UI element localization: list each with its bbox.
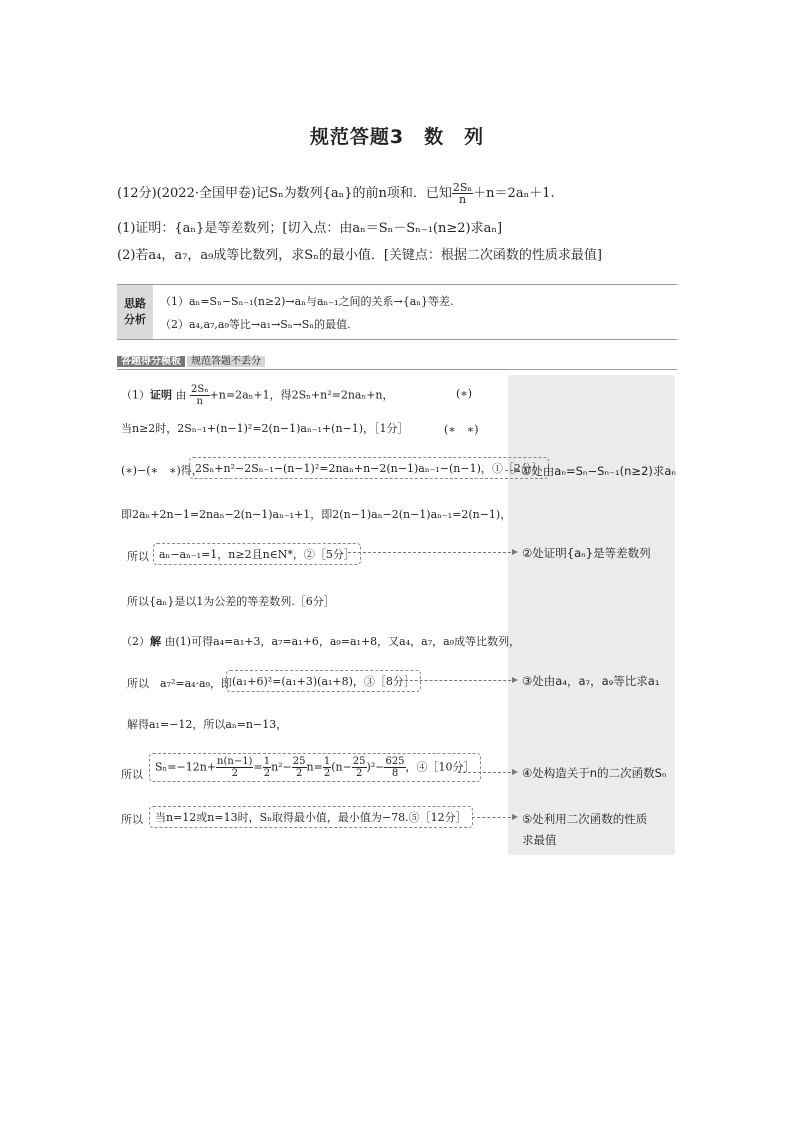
sn-expr-c: n²− (271, 760, 292, 774)
sn-expr-b: = (253, 760, 263, 774)
sn-frac-3-num: 25 (292, 756, 306, 767)
sn-frac-4 (323, 756, 331, 779)
arrow-1 (505, 470, 518, 471)
line1-numerator: 2Sₙ (191, 384, 209, 395)
solution-line-1 (121, 384, 394, 407)
condition-denominator: n (458, 193, 467, 206)
solution-line-2: 当n≥2时，2Sₙ₋₁+(n−1)²=2(n−1)aₙ₋₁+(n−1)，［1分］ (121, 422, 409, 435)
note-2: ②处证明{aₙ}是等差数列 (522, 546, 651, 560)
template-tag-dark: 答题得分模板 (117, 356, 185, 367)
sn-frac-2-den: 2 (263, 768, 271, 779)
sn-frac-5-den: 2 (355, 768, 363, 779)
equation-mark-1: (∗) (456, 387, 473, 400)
note-4: ④处构造关于n的二次函数Sₙ (522, 766, 667, 780)
sn-frac-1-num: n(n−1) (217, 756, 253, 767)
problem-part-2: (2)若a₄，a₇，a₉成等比数列，求Sₙ的最小值．[关键点：根据二次函数的性质求最值] (117, 248, 602, 263)
key-step-box-5: 当n=12或n=13时，Sₙ取得最小值，最小值为−78.⑤［12分］ (149, 806, 473, 828)
solution-line-9: 解得a₁=−12，所以aₙ=n−13， (127, 718, 288, 731)
key-step-box-2: aₙ−aₙ₋₁=1，n≥2且n∈N*，②［5分］ (153, 543, 361, 565)
sn-frac-4-num: 1 (323, 756, 331, 767)
arrow-4 (458, 772, 516, 773)
line1-text-b: +n=2aₙ+1，得2Sₙ+n²=2naₙ+n， (209, 388, 394, 402)
template-rule (117, 369, 677, 370)
solution-line-3-prefix: (∗)−(∗ ∗)得， (121, 464, 203, 477)
key-step-box-1: 2Sₙ+n²−2Sₙ₋₁−(n−1)²=2naₙ+n−2(n−1)aₙ₋₁−(n−1)，①［2分］ (189, 457, 549, 479)
notes-panel (508, 375, 675, 855)
problem-intro-text: (12分)(2022·全国甲卷)记Sₙ为数列{aₙ}的前n项和．已知 (117, 186, 452, 201)
analysis-label-line-2: 分析 (124, 313, 146, 326)
part1-number: （1） (121, 388, 150, 402)
note-1: ①处由aₙ=Sₙ−Sₙ₋₁(n≥2)求aₙ (521, 464, 676, 478)
sn-frac-4-den: 2 (323, 768, 331, 779)
page-title: 规范答题3 数 列 (309, 126, 485, 148)
line1-fraction (190, 384, 210, 407)
arrow-5 (472, 817, 516, 818)
sn-frac-5 (352, 756, 367, 779)
problem-part-1: (1)证明：{aₙ}是等差数列；[切入点：由aₙ＝Sₙ－Sₙ₋₁(n≥2)求aₙ] (117, 221, 503, 236)
sn-expr-e: (n− (331, 760, 352, 774)
analysis-line-1: （1）aₙ=Sₙ−Sₙ₋₁(n≥2)→aₙ与aₙ₋₁之间的关系→{aₙ}等差. (160, 295, 454, 308)
solution-line-10-prefix: 所以 (121, 768, 143, 781)
solution-line-6: 所以{aₙ}是以1为公差的等差数列.［6分］ (127, 595, 335, 608)
sn-expr-d: n= (306, 760, 323, 774)
note-5-line-2: 求最值 (522, 833, 557, 847)
solution-line-8-prefix: 所以 a₇²=a₄·a₉，即 (127, 677, 233, 690)
condition-fraction (452, 182, 473, 205)
note-5-line-1: ⑤处利用二次函数的性质 (522, 812, 648, 826)
sn-frac-3-den: 2 (295, 768, 303, 779)
sn-frac-6 (384, 756, 405, 779)
sn-expr-g: )²− (366, 760, 385, 774)
template-tag-light: 规范答题不丢分 (187, 356, 265, 367)
line7-text: 由(1)可得a₄=a₁+3，a₇=a₁+6，a₉=a₁+8，又a₄，a₇，a₉成等比数列， (164, 635, 521, 648)
sn-expr-h: ，④［10分］ (405, 760, 475, 774)
solution-line-7 (121, 633, 520, 649)
key-step-box-4 (149, 753, 481, 782)
sn-frac-1-den: 2 (231, 768, 238, 779)
solution-line-11-prefix: 所以 (121, 813, 143, 826)
note-3: ③处由a₄，a₇，a₉等比求a₁ (522, 674, 660, 688)
line1-text-a: 由 (175, 388, 187, 402)
solution-line-4: 即2aₙ+2n−1=2naₙ−2(n−1)aₙ₋₁+1，即2(n−1)aₙ−2(n−1)aₙ₋₁=2(n−1)， (121, 508, 512, 521)
analysis-box (117, 284, 677, 340)
condition-numerator: 2Sₙ (452, 181, 473, 194)
sn-frac-2-num: 1 (263, 756, 271, 767)
sn-frac-3 (292, 756, 307, 779)
key-step-box-3: (a₁+6)²=(a₁+3)(a₁+8)，③［8分］ (226, 670, 421, 692)
analysis-line-2: （2）a₄,a₇,a₉等比→a₁→Sₙ→Sₙ的最值. (160, 318, 351, 331)
part2-number: （2） (121, 635, 150, 648)
analysis-label (117, 285, 153, 339)
sn-frac-6-den: 8 (391, 768, 399, 779)
problem-intro (117, 182, 555, 205)
arrow-3 (400, 680, 516, 681)
sn-expr-a: Sₙ=−12n+ (155, 760, 217, 774)
sn-frac-2 (263, 756, 271, 779)
equation-mark-2: (∗ ∗) (444, 423, 479, 436)
part1-keyword: 证明 (150, 388, 172, 402)
template-tag (117, 354, 265, 369)
part2-keyword: 解 (150, 635, 161, 648)
arrow-2 (348, 552, 516, 553)
line1-denominator: n (196, 396, 203, 407)
sn-frac-6-num: 625 (385, 756, 405, 767)
solution-line-5-prefix: 所以 (127, 550, 149, 563)
sn-frac-5-num: 25 (352, 756, 366, 767)
condition-rest: ＋n＝2aₙ＋1. (473, 186, 555, 201)
analysis-label-line-1: 思路 (124, 297, 146, 310)
sn-frac-1 (216, 756, 253, 779)
